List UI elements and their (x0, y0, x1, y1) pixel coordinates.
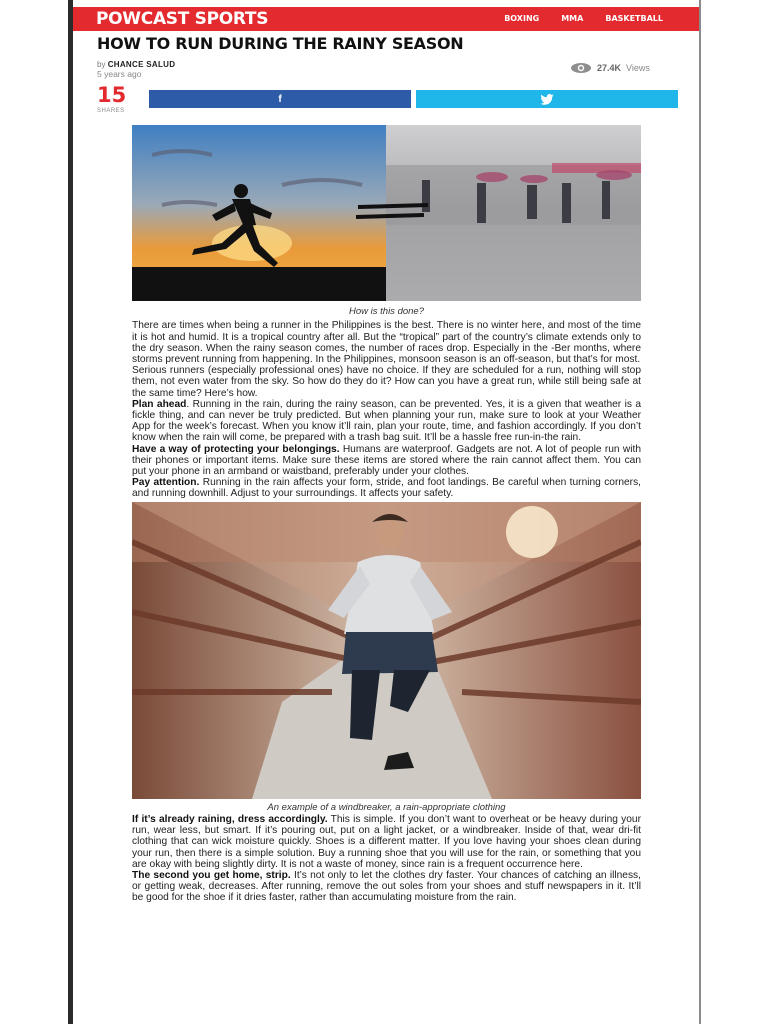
paragraph-intro: There are times when being a runner in the Philippines is the best. There is no winter here, and most of the time it is hot and humid. It is a tropical country after all. But the “tropical” part of the country’s climate extends only to the dry season. When the rainy season comes, the number of races drop. Especially in the -Ber months, where storms prevent running from happening. In the Philippines, monsoon season is an off-season, but that’s for most. (132, 320, 641, 365)
byline (97, 60, 175, 69)
site-logo[interactable]: POWCAST SPORTS (96, 9, 269, 29)
article-title: HOW TO RUN DURING THE RAINY SEASON (97, 34, 464, 53)
facebook-share-button[interactable] (149, 90, 411, 108)
body-section-a (132, 320, 641, 499)
figure-windbreaker-runner (132, 502, 641, 799)
views-label: Views (626, 63, 650, 73)
view-counter (570, 62, 650, 74)
nav-item-basketball[interactable]: BASKETBALL (605, 14, 663, 23)
views-count: 27.4K (597, 63, 622, 73)
paragraph-pay-attention: Pay attention. Running in the rain affects your form, stride, and foot landings. Be careful when turning corners, and running downhill. Adjust to your surroundings. It affects your safety. (132, 477, 641, 500)
author-name[interactable]: CHANCE SALUD (107, 60, 176, 69)
shares-label: SHARES (97, 108, 125, 114)
figure-caption-1: How is this done? (349, 306, 424, 317)
eye-icon (570, 62, 592, 74)
site-header (73, 7, 699, 31)
twitter-share-button[interactable] (416, 90, 678, 108)
facebook-icon: f (278, 93, 282, 105)
figure-image-1 (132, 125, 641, 301)
publish-date: 5 years ago (97, 69, 142, 79)
nav-item-boxing[interactable]: BOXING (504, 14, 540, 23)
page-right-edge (699, 0, 701, 1024)
figure-sunset-vs-rain (132, 125, 641, 301)
paragraph-get-home: The second you get home, strip. It’s not only to let the clothes dry faster. Your chances of catching an illness, or getting weak, decreases. After running, remove the out soles from your shoes and stuff newspapers in it. It’ll be good for the shoe if it dries faster, rather than accumulating moisture from the rain. (132, 870, 641, 904)
body-section-b (132, 814, 641, 904)
article-page (73, 0, 699, 1024)
figure-caption-2: An example of a windbreaker, a rain-appropriate clothing (267, 801, 506, 813)
paragraph-belongings: Have a way of protecting your belongings. Humans are waterproof. Gadgets are not. A lot of people run with their phones or important items. Make sure these items are stored where the rain cannot affect them. You can put your phone in an armband or waistband, preferably under your clothes. (132, 443, 641, 478)
paragraph-serious-runners: Serious runners (especially professional ones) have no choice. If they are scheduled for a run, nothing will stop them, not even water from the sky. So how do they do it? How can you have a great run, while still being safe at the same time? Here’s how. (132, 365, 641, 399)
paragraph-plan-ahead: Plan ahead. Running in the rain, during the rainy season, can be prevented. Yes, it is a given that weather is a fickle thing, and can never be truly predicted. But when planning your run, make sure to look at your Weather App for the week’s forecast. When you know it’ll rain, plan your route, time, and fashion accordingly. If you don’t know when the rain will come, be prepared with a trash bag suit. It’ll be a hassle free run-in-the rain. (132, 398, 641, 444)
twitter-icon (540, 94, 554, 105)
figure-image-2 (132, 502, 641, 799)
byline-prefix: by (97, 60, 106, 69)
paragraph-dress-accordingly: If it’s already raining, dress accordingly. This is simple. If you don’t want to overheat or be heavy during your run, wear less, but smart. If it’s pouring out, put on a light jacket, or a windbreaker. Inside of that, wear dri-fit clothing that can wick moisture quickly. Shoes is a different matter. If you love having your shoes clean during your run, then there is a simple solution. Buy a running shoe that you will use for the rain, or something that you are okay with being slightly dirty. It is not a waste of money, since rain is a frequent occurrence here. (132, 814, 641, 870)
shares-count: 15 (97, 83, 127, 107)
article-body (132, 125, 641, 904)
nav-item-mma[interactable]: MMA (561, 14, 584, 23)
main-nav (504, 14, 663, 23)
